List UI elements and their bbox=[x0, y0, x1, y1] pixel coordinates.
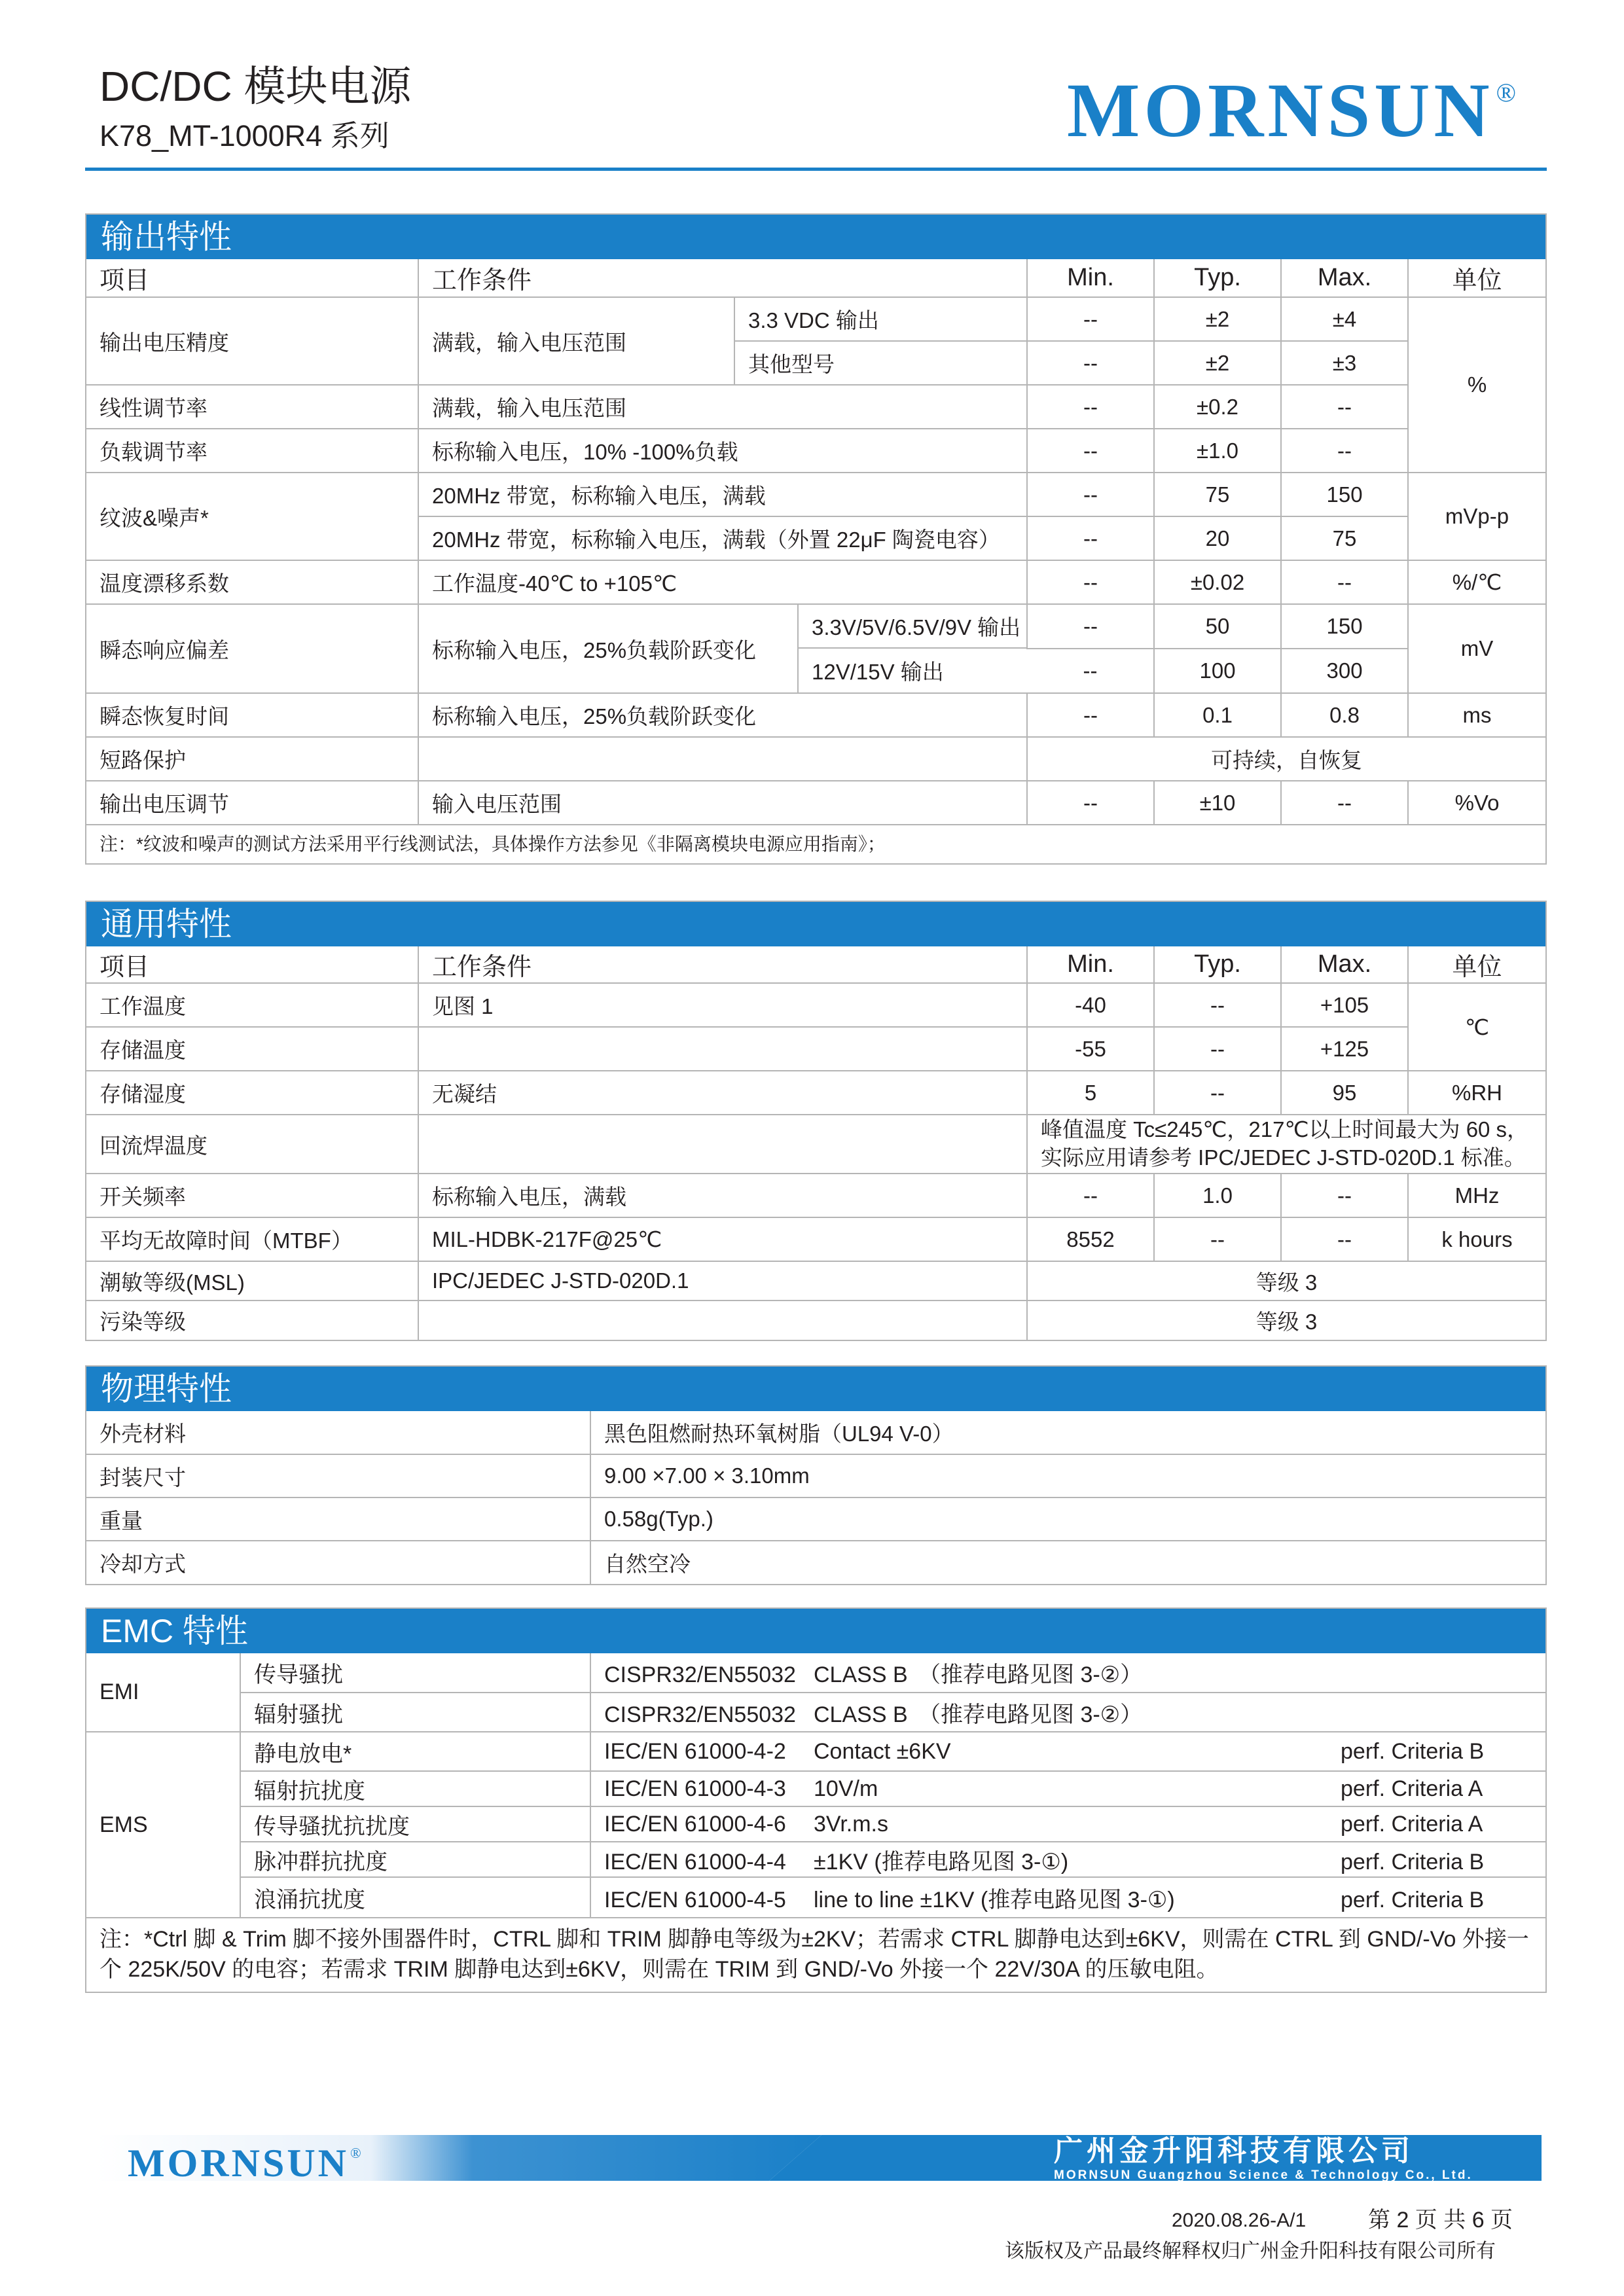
footer-registered-mark: ® bbox=[350, 2145, 364, 2161]
header-divider bbox=[85, 168, 1547, 171]
table-row bbox=[86, 693, 1545, 737]
cond: 标称输入电压，10% -100%负载 bbox=[418, 429, 1027, 473]
std: IEC/EN 61000-4-6 bbox=[604, 1811, 786, 1837]
class: CLASS B bbox=[814, 1662, 908, 1687]
page-number: 第 2 页 共 6 页 bbox=[1368, 2208, 1513, 2233]
min: -- bbox=[1027, 649, 1154, 693]
section-title: 输出特性 bbox=[86, 215, 1545, 259]
table-row bbox=[86, 1261, 1545, 1300]
value: 等级 3 bbox=[1027, 1261, 1545, 1300]
general-table bbox=[86, 946, 1545, 1340]
value: 可持续，自恢复 bbox=[1027, 737, 1545, 781]
cond bbox=[418, 1027, 1027, 1071]
typ: ±2 bbox=[1154, 341, 1281, 385]
max: +125 bbox=[1281, 1027, 1408, 1071]
typ: 1.0 bbox=[1154, 1174, 1281, 1217]
output-section bbox=[85, 213, 1547, 865]
section-title: 通用特性 bbox=[86, 902, 1545, 946]
min: -- bbox=[1027, 693, 1154, 737]
typ: -- bbox=[1154, 983, 1281, 1027]
std: IEC/EN 61000-4-3 bbox=[604, 1776, 786, 1801]
reflow-line-1: 峰值温度 Tc≤245℃，217℃以上时间最大为 60 s， bbox=[1041, 1117, 1529, 1142]
table-row bbox=[86, 1842, 1545, 1877]
criteria: perf. Criteria A bbox=[1341, 1776, 1483, 1801]
item-storage-humidity: 存储湿度 bbox=[86, 1071, 418, 1115]
ems-label: EMS bbox=[86, 1732, 240, 1918]
value: 9.00 ×7.00 × 3.10mm bbox=[590, 1454, 1545, 1498]
emc-note: 注：*Ctrl 脚 & Trim 脚不接外围器件时，CTRL 脚和 TRIM 脚静电等级为±2KV；若需求 CTRL 脚静电达到±6KV，则需在 CTRL 到 GND/-Vo 外接一个 225K/50V 的电容；若需求 TRIM 脚静电达到±6KV，则需在 TRIM 到 GND/-Vo 外接一个 22V/30A 的压敏电阻。 bbox=[86, 1918, 1545, 1992]
logo-text: MORNSUN bbox=[1067, 67, 1494, 153]
std: IEC/EN 61000-4-4 bbox=[604, 1849, 786, 1874]
table-row bbox=[86, 1027, 1545, 1071]
max: ±3 bbox=[1281, 341, 1408, 385]
typ: ±10 bbox=[1154, 781, 1281, 825]
min: -- bbox=[1027, 604, 1154, 649]
item-voltage-accuracy: 输出电压精度 bbox=[86, 297, 418, 385]
typ: ±1.0 bbox=[1154, 429, 1281, 473]
item: 封装尺寸 bbox=[86, 1454, 590, 1498]
item-voltage-adjust: 输出电压调节 bbox=[86, 781, 418, 825]
header-condition: 工作条件 bbox=[418, 946, 1027, 983]
table-row bbox=[86, 1300, 1545, 1340]
cond bbox=[418, 1300, 1027, 1340]
item-temp-coefficient: 温度漂移系数 bbox=[86, 560, 418, 604]
cond: 工作温度-40℃ to +105℃ bbox=[418, 560, 1027, 604]
item: 传导骚扰抗扰度 bbox=[240, 1806, 590, 1842]
level: line to line ±1KV (推荐电路见图 3-①) bbox=[814, 1887, 1175, 1912]
item-line-regulation: 线性调节率 bbox=[86, 385, 418, 429]
min: -- bbox=[1027, 781, 1154, 825]
header-unit: 单位 bbox=[1408, 259, 1545, 297]
item-pollution: 污染等级 bbox=[86, 1300, 418, 1340]
typ: ±0.2 bbox=[1154, 385, 1281, 429]
min: -- bbox=[1027, 1174, 1154, 1217]
series-name: K78_MT-1000R4 系列 bbox=[99, 119, 389, 152]
criteria: perf. Criteria B bbox=[1341, 1849, 1485, 1874]
item-switching-freq: 开关频率 bbox=[86, 1174, 418, 1217]
item: 静电放电* bbox=[240, 1732, 590, 1771]
item: 传导骚扰 bbox=[240, 1653, 590, 1693]
table-row bbox=[86, 297, 1545, 341]
header-item: 项目 bbox=[86, 946, 418, 983]
max: 95 bbox=[1281, 1071, 1408, 1115]
item-reflow-temp: 回流焊温度 bbox=[86, 1115, 418, 1174]
criteria: perf. Criteria A bbox=[1341, 1811, 1483, 1837]
copyright: 该版权及产品最终解释权归广州金升阳科技有限公司所有 bbox=[1005, 2240, 1496, 2262]
std: CISPR32/EN55032 bbox=[604, 1702, 796, 1727]
table-row bbox=[86, 737, 1545, 781]
table-row bbox=[86, 1217, 1545, 1261]
value: 等级 3 bbox=[1027, 1300, 1545, 1340]
criteria: perf. Criteria B bbox=[1341, 1887, 1485, 1912]
unit: mVp-p bbox=[1408, 473, 1545, 560]
cond: 20MHz 带宽，标称输入电压，满载（外置 22μF 陶瓷电容） bbox=[418, 516, 1027, 560]
max: -- bbox=[1281, 385, 1408, 429]
item: 冷却方式 bbox=[86, 1541, 590, 1584]
std: IEC/EN 61000-4-5 bbox=[604, 1887, 786, 1912]
doc-title: DC/DC 模块电源 bbox=[99, 63, 412, 110]
ems-spec bbox=[590, 1771, 1545, 1806]
emi-spec bbox=[590, 1653, 1545, 1693]
header-max: Max. bbox=[1281, 946, 1408, 983]
criteria: perf. Criteria B bbox=[1341, 1738, 1485, 1764]
max: ±4 bbox=[1281, 297, 1408, 341]
table-row bbox=[86, 1541, 1545, 1584]
min: -- bbox=[1027, 429, 1154, 473]
max: -- bbox=[1281, 1174, 1408, 1217]
item-mtbf: 平均无故障时间（MTBF） bbox=[86, 1217, 418, 1261]
unit: k hours bbox=[1408, 1217, 1545, 1261]
sub-cond: 3.3 VDC 输出 bbox=[734, 297, 1027, 341]
cond: 见图 1 bbox=[418, 983, 1027, 1027]
cond-split bbox=[418, 604, 1027, 693]
min: -- bbox=[1027, 560, 1154, 604]
table-row bbox=[86, 1806, 1545, 1842]
cond: MIL-HDBK-217F@25℃ bbox=[418, 1217, 1027, 1261]
min: -40 bbox=[1027, 983, 1154, 1027]
table-row bbox=[86, 473, 1545, 516]
ems-spec bbox=[590, 1806, 1545, 1842]
general-section bbox=[85, 901, 1547, 1341]
section-title: 物理特性 bbox=[86, 1367, 1545, 1411]
cond: IPC/JEDEC J-STD-020D.1 bbox=[418, 1261, 1027, 1300]
table-row bbox=[86, 1071, 1545, 1115]
note: （推荐电路见图 3-②） bbox=[918, 1662, 1143, 1687]
unit: ms bbox=[1408, 693, 1545, 737]
cond: 满载，输入电压范围 bbox=[418, 385, 1027, 429]
typ: 20 bbox=[1154, 516, 1281, 560]
table-row bbox=[86, 604, 1545, 649]
note-row bbox=[86, 825, 1545, 863]
item: 重量 bbox=[86, 1498, 590, 1541]
reflow-line-2: 实际应用请参考 IPC/JEDEC J-STD-020D.1 标准。 bbox=[1041, 1145, 1526, 1170]
output-note: 注：*纹波和噪声的测试方法采用平行线测试法，具体操作方法参见《非隔离模块电源应用指南》； bbox=[86, 825, 1545, 863]
output-table bbox=[86, 259, 1545, 863]
unit: mV bbox=[1408, 604, 1545, 693]
unit: MHz bbox=[1408, 1174, 1545, 1217]
item-recovery-time: 瞬态恢复时间 bbox=[86, 693, 418, 737]
max: -- bbox=[1281, 429, 1408, 473]
table-row bbox=[86, 1115, 1545, 1174]
header-typ: Typ. bbox=[1154, 259, 1281, 297]
note: （推荐电路见图 3-②） bbox=[918, 1702, 1143, 1727]
typ: ±0.02 bbox=[1154, 560, 1281, 604]
header-min: Min. bbox=[1027, 259, 1154, 297]
header-min: Min. bbox=[1027, 946, 1154, 983]
emi-spec bbox=[590, 1693, 1545, 1732]
typ: 75 bbox=[1154, 473, 1281, 516]
section-title: EMC 特性 bbox=[86, 1609, 1545, 1653]
unit: %RH bbox=[1408, 1071, 1545, 1115]
level: 10V/m bbox=[814, 1776, 878, 1801]
max: -- bbox=[1281, 560, 1408, 604]
max: 300 bbox=[1281, 649, 1408, 693]
header-max: Max. bbox=[1281, 259, 1408, 297]
value: 黑色阻燃耐热环氧树脂（UL94 V-0） bbox=[590, 1411, 1545, 1454]
typ: 100 bbox=[1154, 649, 1281, 693]
emi-label: EMI bbox=[86, 1653, 240, 1732]
item-load-regulation: 负载调节率 bbox=[86, 429, 418, 473]
item-msl: 潮敏等级(MSL) bbox=[86, 1261, 418, 1300]
header-item: 项目 bbox=[86, 259, 418, 297]
typ: 50 bbox=[1154, 604, 1281, 649]
std: IEC/EN 61000-4-2 bbox=[604, 1738, 786, 1764]
typ: -- bbox=[1154, 1071, 1281, 1115]
item: 脉冲群抗扰度 bbox=[240, 1842, 590, 1877]
min: -- bbox=[1027, 473, 1154, 516]
cond-empty bbox=[418, 1115, 1027, 1174]
min: -55 bbox=[1027, 1027, 1154, 1071]
sub-cond: 12V/15V 输出 bbox=[812, 660, 944, 684]
header-unit: 单位 bbox=[1408, 946, 1545, 983]
typ: -- bbox=[1154, 1217, 1281, 1261]
unit: %Vo bbox=[1408, 781, 1545, 825]
sub-cond: 3.3V/5V/6.5V/9V 输出 bbox=[799, 605, 1026, 649]
header-condition: 工作条件 bbox=[418, 259, 1027, 297]
level: Contact ±6KV bbox=[814, 1738, 951, 1764]
emc-section bbox=[85, 1607, 1547, 1993]
table-row bbox=[86, 781, 1545, 825]
table-row bbox=[86, 1498, 1545, 1541]
std: CISPR32/EN55032 bbox=[604, 1662, 796, 1687]
physical-section bbox=[85, 1365, 1547, 1585]
max: 150 bbox=[1281, 473, 1408, 516]
table-row bbox=[86, 1174, 1545, 1217]
table-row bbox=[86, 1732, 1545, 1771]
min: -- bbox=[1027, 297, 1154, 341]
ems-spec bbox=[590, 1732, 1545, 1771]
physical-table bbox=[86, 1411, 1545, 1584]
table-row bbox=[86, 1454, 1545, 1498]
item: 辐射抗扰度 bbox=[240, 1771, 590, 1806]
item-ripple-noise: 纹波&噪声* bbox=[86, 473, 418, 560]
registered-mark: ® bbox=[1496, 78, 1521, 107]
unit: %/℃ bbox=[1408, 560, 1545, 604]
value: 自然空冷 bbox=[590, 1541, 1545, 1584]
item-operating-temp: 工作温度 bbox=[86, 983, 418, 1027]
table-row bbox=[86, 1411, 1545, 1454]
mornsun-logo bbox=[1067, 67, 1521, 153]
unit: % bbox=[1408, 297, 1545, 473]
max: -- bbox=[1281, 781, 1408, 825]
cond: 标称输入电压，25%负载阶跃变化 bbox=[419, 605, 799, 692]
reflow-value bbox=[1027, 1115, 1545, 1174]
cond: 20MHz 带宽，标称输入电压，满载 bbox=[418, 473, 1027, 516]
footer-logo-text: MORNSUN bbox=[128, 2142, 349, 2185]
item: 外壳材料 bbox=[86, 1411, 590, 1454]
level: 3Vr.m.s bbox=[814, 1811, 888, 1837]
table-row bbox=[86, 1653, 1545, 1693]
max: 0.8 bbox=[1281, 693, 1408, 737]
min: -- bbox=[1027, 516, 1154, 560]
typ: ±2 bbox=[1154, 297, 1281, 341]
class: CLASS B bbox=[814, 1702, 908, 1727]
min: -- bbox=[1027, 341, 1154, 385]
table-row bbox=[86, 983, 1545, 1027]
max: 150 bbox=[1281, 604, 1408, 649]
table-row bbox=[86, 1877, 1545, 1918]
min: 8552 bbox=[1027, 1217, 1154, 1261]
typ: 0.1 bbox=[1154, 693, 1281, 737]
revision-date: 2020.08.26-A/1 bbox=[1172, 2210, 1307, 2231]
item-storage-temp: 存储温度 bbox=[86, 1027, 418, 1071]
cond: 标称输入电压，满载 bbox=[418, 1174, 1027, 1217]
unit: ℃ bbox=[1408, 983, 1545, 1071]
cond: 满载，输入电压范围 bbox=[418, 297, 734, 385]
min: -- bbox=[1027, 385, 1154, 429]
table-header-row bbox=[86, 259, 1545, 297]
value: 0.58g(Typ.) bbox=[590, 1498, 1545, 1541]
ems-spec bbox=[590, 1877, 1545, 1918]
max: 75 bbox=[1281, 516, 1408, 560]
min: 5 bbox=[1027, 1071, 1154, 1115]
max: -- bbox=[1281, 1217, 1408, 1261]
cond-empty bbox=[418, 737, 1027, 781]
item: 浪涌抗扰度 bbox=[240, 1877, 590, 1918]
level: ±1KV (推荐电路见图 3-①) bbox=[814, 1849, 1069, 1874]
item-transient-deviation: 瞬态响应偏差 bbox=[86, 604, 418, 693]
cond: 标称输入电压，25%负载阶跃变化 bbox=[418, 693, 1027, 737]
item: 辐射骚扰 bbox=[240, 1693, 590, 1732]
item-short-circuit: 短路保护 bbox=[86, 737, 418, 781]
typ: -- bbox=[1154, 1027, 1281, 1071]
table-row bbox=[86, 560, 1545, 604]
sub-cond: 其他型号 bbox=[734, 341, 1027, 385]
emc-table bbox=[86, 1653, 1545, 1992]
company-name-cn: 广州金升阳科技有限公司 bbox=[1054, 2135, 1414, 2167]
table-row bbox=[86, 1693, 1545, 1732]
table-row bbox=[86, 1771, 1545, 1806]
ems-spec bbox=[590, 1842, 1545, 1877]
table-row bbox=[86, 429, 1545, 473]
max: +105 bbox=[1281, 983, 1408, 1027]
table-row bbox=[86, 385, 1545, 429]
table-header-row bbox=[86, 946, 1545, 983]
footer-logo bbox=[128, 2144, 364, 2183]
cond: 无凝结 bbox=[418, 1071, 1027, 1115]
note-row bbox=[86, 1918, 1545, 1992]
company-name-en: MORNSUN Guangzhou Science & Technology Co., Ltd. bbox=[1054, 2168, 1473, 2182]
cond: 输入电压范围 bbox=[418, 781, 1027, 825]
header-typ: Typ. bbox=[1154, 946, 1281, 983]
